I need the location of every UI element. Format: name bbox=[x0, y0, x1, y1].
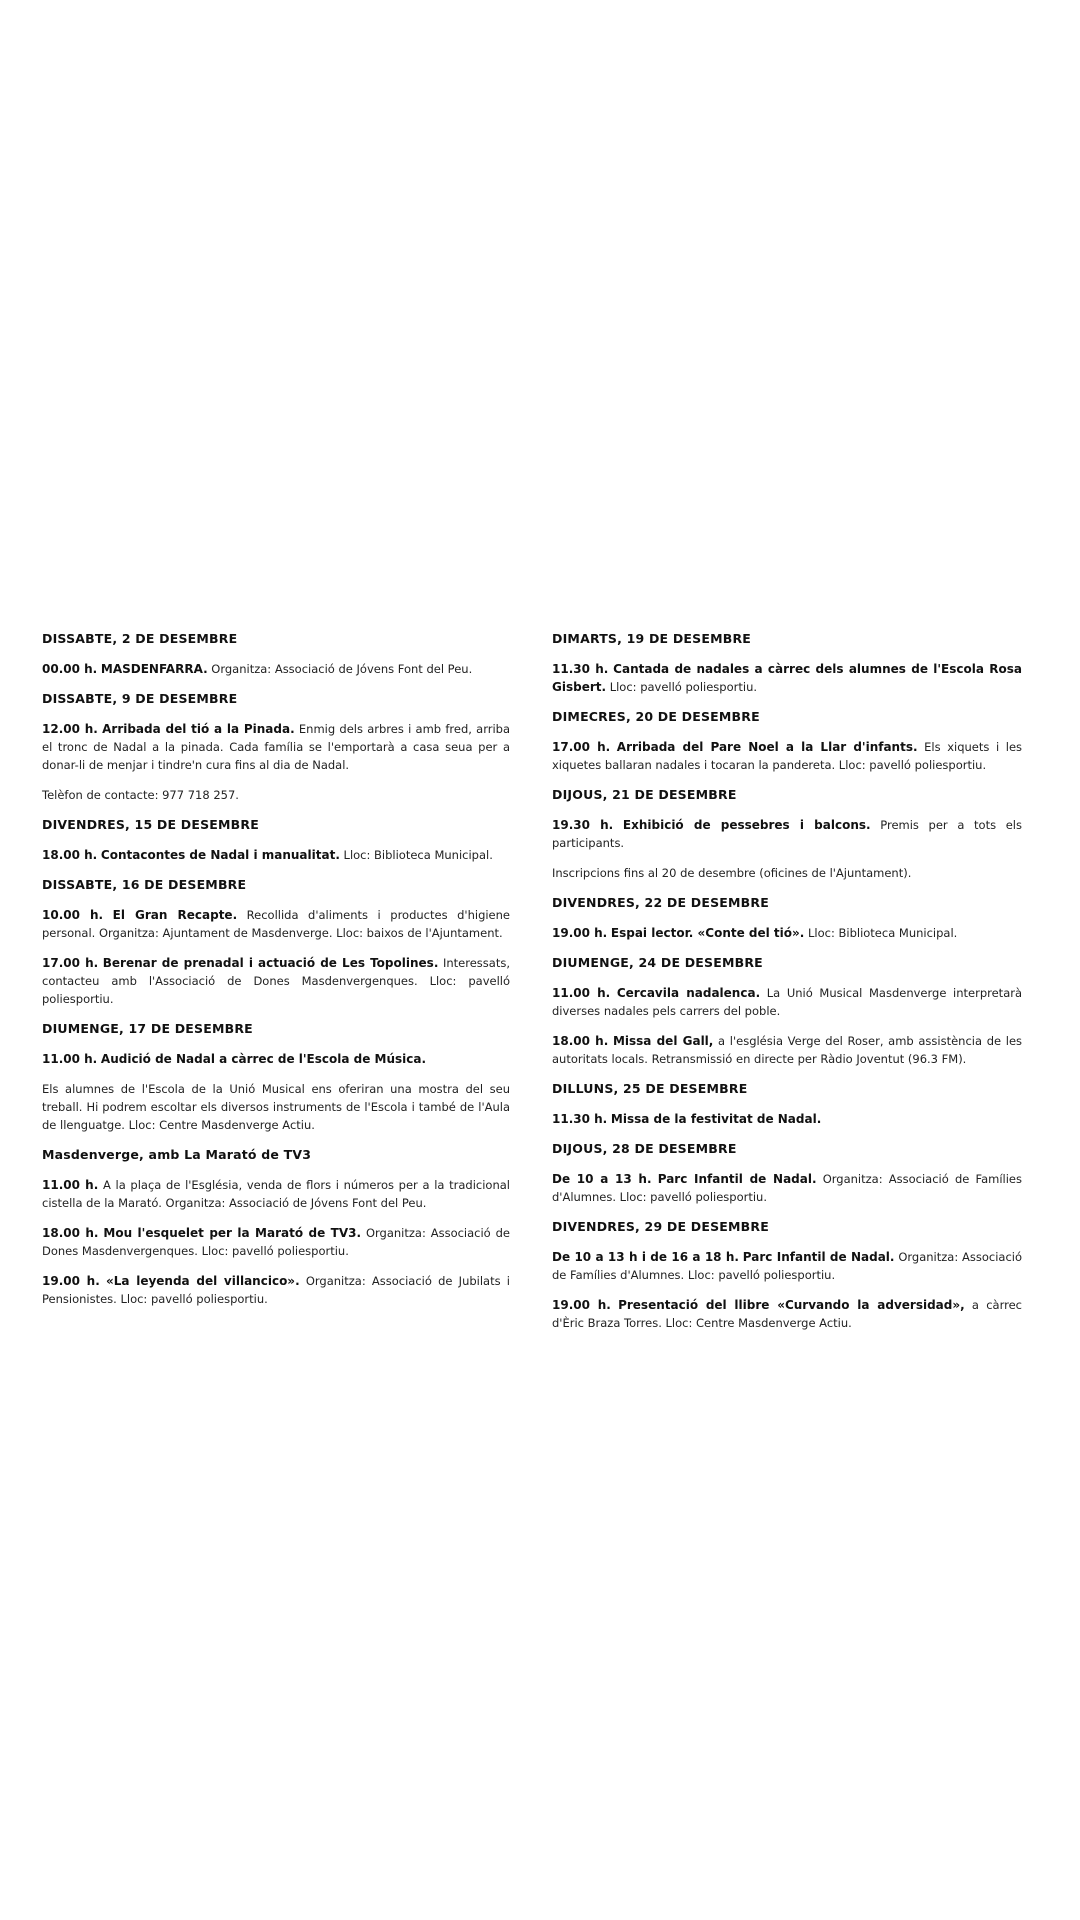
left-column bbox=[42, 630, 510, 1320]
event-title: Mou l'esquelet per la Marató de TV3. bbox=[103, 1226, 362, 1240]
event-description: Organitza: Associació de Famílies d'Alumnes. Lloc: pavelló poliesportiu. bbox=[552, 1172, 1022, 1204]
event-title: «La leyenda del villancico». bbox=[105, 1274, 300, 1288]
event-entry bbox=[552, 660, 1022, 696]
event-description: Lloc: Biblioteca Municipal. bbox=[808, 926, 958, 940]
event-entry bbox=[42, 906, 510, 942]
event-description: Organitza: Associació de Dones Masdenvergenques. Lloc: pavelló poliesportiu. bbox=[42, 1226, 511, 1258]
event-title: Missa de la festivitat de Nadal. bbox=[610, 1112, 822, 1126]
event-time: 17.00 h. bbox=[552, 740, 611, 754]
event-entry bbox=[552, 1032, 1022, 1068]
event-time: 17.00 h. bbox=[42, 956, 99, 970]
event-description: Lloc: Biblioteca Municipal. bbox=[343, 848, 493, 862]
event-description: Els xiquets i les xiquetes ballaran nadales i tocaran la pandereta. Lloc: pavelló poliesportiu. bbox=[552, 740, 1023, 772]
event-title: Parc Infantil de Nadal. bbox=[657, 1172, 817, 1186]
event-description: Organitza: Associació de Jubilats i Pensionistes. Lloc: pavelló poliesportiu. bbox=[42, 1274, 510, 1306]
event-title: Presentació del llibre «Curvando la adversidad», bbox=[618, 1298, 965, 1312]
event-description: Organitza: Associació de Jóvens Font del Peu. bbox=[211, 662, 473, 676]
event-entry bbox=[552, 1248, 1022, 1284]
event-time: De 10 a 13 h i de 16 a 18 h. bbox=[552, 1250, 739, 1264]
event-time: 11.30 h. bbox=[552, 662, 609, 676]
event-entry bbox=[552, 924, 1022, 942]
event-time: 11.00 h. bbox=[42, 1052, 98, 1066]
event-description: Lloc: pavelló poliesportiu. bbox=[609, 680, 758, 694]
event-title: Arribada del tió a la Pinada. bbox=[102, 722, 295, 736]
note-paragraph: Inscripcions fins al 20 de desembre (oficines de l'Ajuntament). bbox=[552, 866, 912, 880]
event-title: Parc Infantil de Nadal. bbox=[742, 1250, 895, 1264]
right-column bbox=[552, 630, 1022, 1344]
day-heading: DIUMENGE, 24 DE DESEMBRE bbox=[552, 955, 763, 970]
event-entry bbox=[552, 1170, 1022, 1206]
event-entry bbox=[552, 738, 1022, 774]
event-time: 11.00 h. bbox=[552, 986, 611, 1000]
day-heading: DIVENDRES, 29 DE DESEMBRE bbox=[552, 1219, 769, 1234]
event-title: Cercavila nadalenca. bbox=[616, 986, 761, 1000]
event-time: 18.00 h. bbox=[42, 848, 98, 862]
event-entry bbox=[42, 1050, 510, 1068]
event-time: 11.30 h. bbox=[552, 1112, 608, 1126]
event-entry bbox=[552, 984, 1022, 1020]
day-heading: DIMARTS, 19 DE DESEMBRE bbox=[552, 631, 752, 646]
event-title: Espai lector. «Conte del tió». bbox=[610, 926, 805, 940]
event-title: Audició de Nadal a càrrec de l'Escola de Música. bbox=[100, 1052, 427, 1066]
event-entry bbox=[42, 1272, 510, 1308]
note-paragraph: Telèfon de contacte: 977 718 257. bbox=[42, 788, 239, 802]
day-heading: DISSABTE, 9 DE DESEMBRE bbox=[42, 691, 238, 706]
event-description: Interessats, contacteu amb l'Associació de Dones Masdenvergenques. Lloc: pavelló poliesportiu. bbox=[42, 956, 510, 1006]
event-title: Missa del Gall, bbox=[612, 1034, 714, 1048]
event-time: 10.00 h. bbox=[42, 908, 104, 922]
event-time: 11.00 h. bbox=[42, 1178, 99, 1192]
event-time: 12.00 h. bbox=[42, 722, 98, 736]
event-entry bbox=[42, 1224, 510, 1260]
event-title: Exhibició de pessebres i balcons. bbox=[622, 818, 871, 832]
event-title: Berenar de prenadal i actuació de Les Topolines. bbox=[102, 956, 439, 970]
day-heading: Masdenverge, amb La Marató de TV3 bbox=[42, 1147, 312, 1162]
event-entry bbox=[42, 954, 510, 1008]
event-title: MASDENFARRA. bbox=[100, 662, 208, 676]
event-entry bbox=[42, 1176, 510, 1212]
event-description: La Unió Musical Masdenverge interpretarà diverses nadales pels carrers del poble. bbox=[552, 986, 1023, 1018]
event-time: De 10 a 13 h. bbox=[552, 1172, 652, 1186]
event-description: Enmig dels arbres i amb fred, arriba el tronc de Nadal a la pinada. Cada família se l'emportarà a casa seua per a donar-li de menjar i tindre'n cura fins al dia de Nadal. bbox=[42, 722, 511, 772]
event-time: 19.00 h. bbox=[552, 926, 608, 940]
day-heading: DIJOUS, 28 DE DESEMBRE bbox=[552, 1141, 737, 1156]
day-heading: DIVENDRES, 15 DE DESEMBRE bbox=[42, 817, 259, 832]
day-heading: DIJOUS, 21 DE DESEMBRE bbox=[552, 787, 737, 802]
day-heading: DISSABTE, 2 DE DESEMBRE bbox=[42, 631, 238, 646]
event-description: Recollida d'aliments i productes d'higiene personal. Organitza: Ajuntament de Masdenverge. Lloc: baixos de l'Ajuntament. bbox=[42, 908, 510, 940]
day-heading: DISSABTE, 16 DE DESEMBRE bbox=[42, 877, 247, 892]
event-entry bbox=[42, 846, 510, 864]
event-description: A la plaça de l'Església, venda de flors i números per a la tradicional cistella de la Marató. Organitza: Associació de Jóvens Font del Peu. bbox=[42, 1178, 510, 1210]
day-heading: DIMECRES, 20 DE DESEMBRE bbox=[552, 709, 760, 724]
note-paragraph: Els alumnes de l'Escola de la Unió Musical ens oferiran una mostra del seu treball. Hi podrem escoltar els diversos instruments de l'Escola i també de l'Aula de llenguatge. Lloc: Centre Masdenverge Actiu. bbox=[42, 1082, 510, 1132]
day-heading: DILLUNS, 25 DE DESEMBRE bbox=[552, 1081, 748, 1096]
event-time: 18.00 h. bbox=[552, 1034, 609, 1048]
event-time: 00.00 h. bbox=[42, 662, 98, 676]
event-entry bbox=[42, 660, 510, 678]
event-title: Contacontes de Nadal i manualitat. bbox=[100, 848, 340, 862]
event-description: a càrrec d'Èric Braza Torres. Lloc: Centre Masdenverge Actiu. bbox=[552, 1298, 1022, 1330]
event-title: Cantada de nadales a càrrec dels alumnes de l'Escola Rosa Gisbert. bbox=[552, 662, 1022, 694]
event-description: a l'església Verge del Roser, amb assistència de les autoritats locals. Retransmissió en directe per Ràdio Joventut (96.3 FM). bbox=[552, 1034, 1023, 1066]
event-time: 19.00 h. bbox=[42, 1274, 100, 1288]
event-time: 18.00 h. bbox=[42, 1226, 99, 1240]
event-entry bbox=[552, 816, 1022, 852]
event-entry bbox=[552, 1110, 1022, 1128]
event-title: Arribada del Pare Noel a la Llar d'infants. bbox=[616, 740, 918, 754]
day-heading: DIVENDRES, 22 DE DESEMBRE bbox=[552, 895, 769, 910]
event-entry bbox=[42, 720, 510, 774]
event-time: 19.00 h. bbox=[552, 1298, 611, 1312]
event-time: 19.30 h. bbox=[552, 818, 614, 832]
event-entry bbox=[552, 1296, 1022, 1332]
event-title: El Gran Recapte. bbox=[112, 908, 238, 922]
event-description: Premis per a tots els participants. bbox=[552, 818, 1022, 850]
event-description: Organitza: Associació de Famílies d'Alumnes. Lloc: pavelló poliesportiu. bbox=[552, 1250, 1023, 1282]
day-heading: DIUMENGE, 17 DE DESEMBRE bbox=[42, 1021, 253, 1036]
